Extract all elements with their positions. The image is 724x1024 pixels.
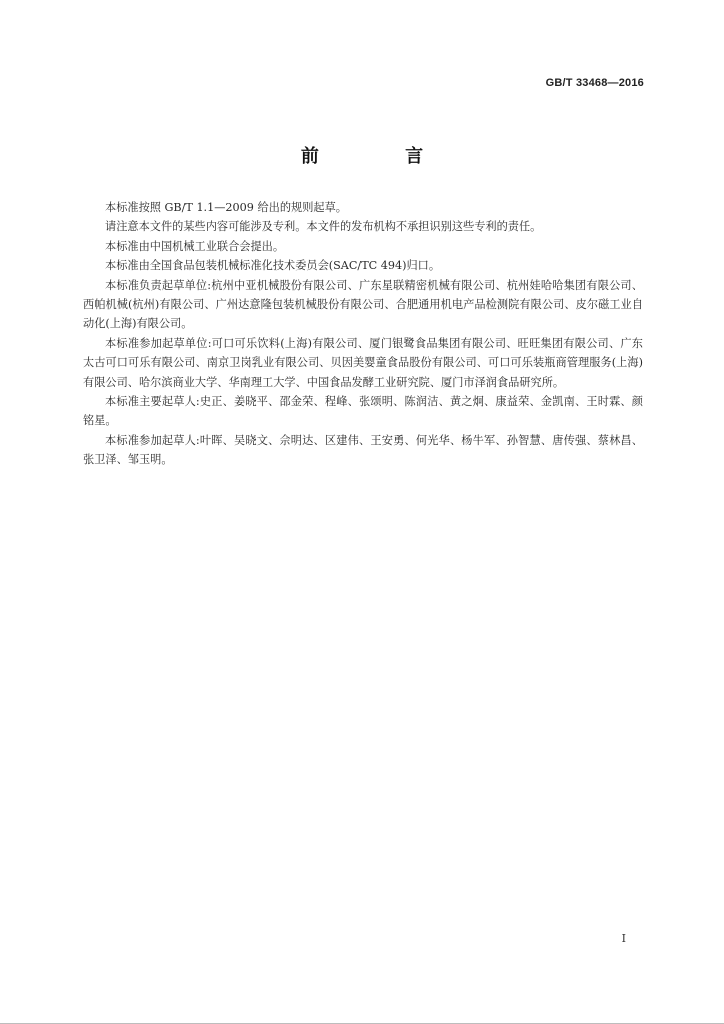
paragraph-lead-drafting-units: 本标准负责起草单位:杭州中亚机械股份有限公司、广东星联精密机械有限公司、杭州娃哈哈集团有限公司、西帕机械(杭州)有限公司、广州达意隆包装机械股份有限公司、合肥通用机电产品检测院有限公司、皮尔磁工业自动化(上海)有限公司。 xyxy=(83,278,643,331)
paragraph-drafting-rules: 本标准按照 GB/T 1.1—2009 给出的规则起草。 xyxy=(105,201,347,214)
paragraph-participating-drafters: 本标准参加起草人:叶晖、吴晓文、佘明达、区建伟、王安勇、何光华、杨牛军、孙智慧、唐传强、蔡林昌、张卫泽、邹玉明。 xyxy=(83,433,643,467)
paragraph-patent-notice: 请注意本文件的某些内容可能涉及专利。本文件的发布机构不承担识别这些专利的责任。 xyxy=(105,220,542,234)
standard-number: GB/T 33468—2016 xyxy=(545,77,644,89)
paragraph-main-drafters: 本标准主要起草人:史正、姜晓平、邵金荣、程峰、张颂明、陈润洁、黄之炯、康益荣、金凯南、王时霖、颜铭星。 xyxy=(83,395,643,428)
paragraph-under-jurisdiction: 本标准由全国食品包装机械标准化技术委员会(SAC/TC 494)归口。 xyxy=(105,259,441,273)
foreword-body xyxy=(83,198,643,470)
page-number: I xyxy=(621,932,626,945)
page-title: 前 言 xyxy=(300,146,464,167)
paragraph-participating-units: 本标准参加起草单位:可口可乐饮料(上海)有限公司、厦门银鹭食品集团有限公司、旺旺集团有限公司、广东太古可口可乐有限公司、南京卫岗乳业有限公司、贝因美婴童食品股份有限公司、可口可乐装瓶商管理服务(上海)有限公司、哈尔滨商业大学、华南理工大学、中国食品发酵工业研究院、厦门市泽润食品研究所。 xyxy=(83,336,643,389)
paragraph-proposed-by: 本标准由中国机械工业联合会提出。 xyxy=(105,239,285,253)
